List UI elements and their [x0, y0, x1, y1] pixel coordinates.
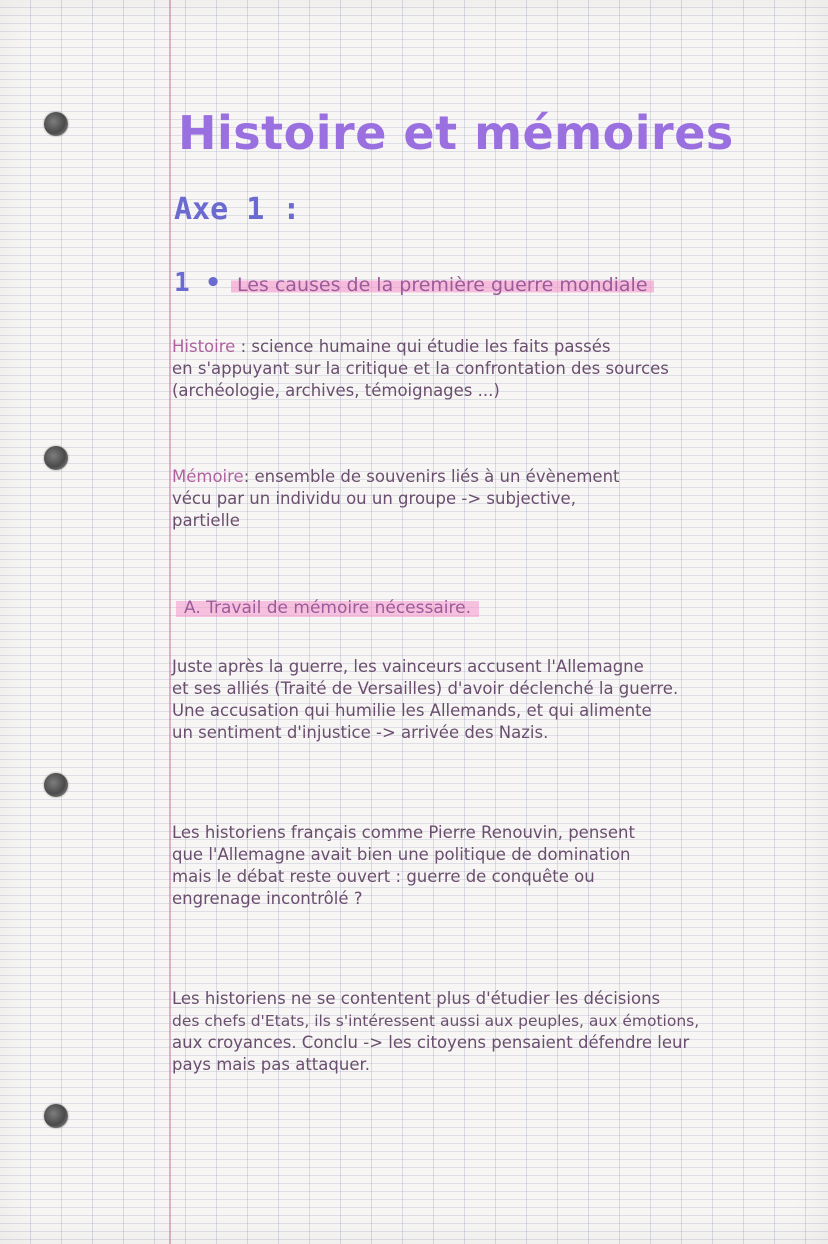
definition-text: : ensemble de souvenirs liés à un évènement [243, 467, 620, 486]
paragraph-line: Juste après la guerre, les vainceurs accusent l'Allemagne [172, 657, 644, 676]
definition-line: partielle [172, 511, 240, 530]
definition-line [172, 466, 802, 488]
subsection-heading: A. Travail de mémoire nécessaire. [176, 596, 479, 620]
paragraph-line: mais le débat reste ouvert : guerre de conquête ou [172, 867, 595, 886]
section-number: 1 • [174, 268, 221, 298]
definition-memoire [172, 466, 802, 532]
section-heading [174, 268, 654, 298]
definition-term: Mémoire [172, 467, 244, 486]
section-title: Les causes de la première guerre mondiale [231, 274, 654, 296]
binder-hole [44, 112, 68, 136]
paragraph-line: que l'Allemagne avait bien une politique de domination [172, 845, 631, 864]
definition-term: Histoire [172, 337, 236, 356]
paragraph [172, 656, 802, 744]
paragraph-line: aux croyances. Conclu -> les citoyens pensaient défendre leur [172, 1033, 690, 1052]
definition-line: (archéologie, archives, témoignages ...) [172, 381, 500, 400]
definition-line: vécu par un individu ou un groupe -> subjective, [172, 489, 576, 508]
definition-text: : science humaine qui étudie les faits passés [240, 337, 611, 356]
axe-heading: Axe 1 : [174, 192, 301, 227]
paragraph [172, 822, 802, 910]
paragraph-line: engrenage incontrôlé ? [172, 889, 363, 908]
definition-line: en s'appuyant sur la critique et la confrontation des sources [172, 359, 669, 378]
binder-hole [44, 1104, 68, 1128]
page-title: Histoire et mémoires [178, 106, 734, 160]
paragraph-line: des chefs d'Etats, ils s'intéressent aussi aux peuples, aux émotions, [172, 1012, 700, 1030]
binder-hole [44, 446, 68, 470]
definition-line [172, 336, 802, 358]
paragraph-line: pays mais pas attaquer. [172, 1055, 370, 1074]
paragraph-line: un sentiment d'injustice -> arrivée des Nazis. [172, 723, 549, 742]
binder-hole [44, 773, 68, 797]
paragraph-line: Les historiens ne se contentent plus d'étudier les décisions [172, 989, 661, 1008]
paragraph-line: Les historiens français comme Pierre Renouvin, pensent [172, 823, 635, 842]
paragraph [172, 988, 802, 1076]
paragraph-line: et ses alliés (Traité de Versailles) d'avoir déclenché la guerre. [172, 679, 679, 698]
definition-histoire [172, 336, 802, 402]
paragraph-line: Une accusation qui humilie les Allemands, et qui alimente [172, 701, 652, 720]
